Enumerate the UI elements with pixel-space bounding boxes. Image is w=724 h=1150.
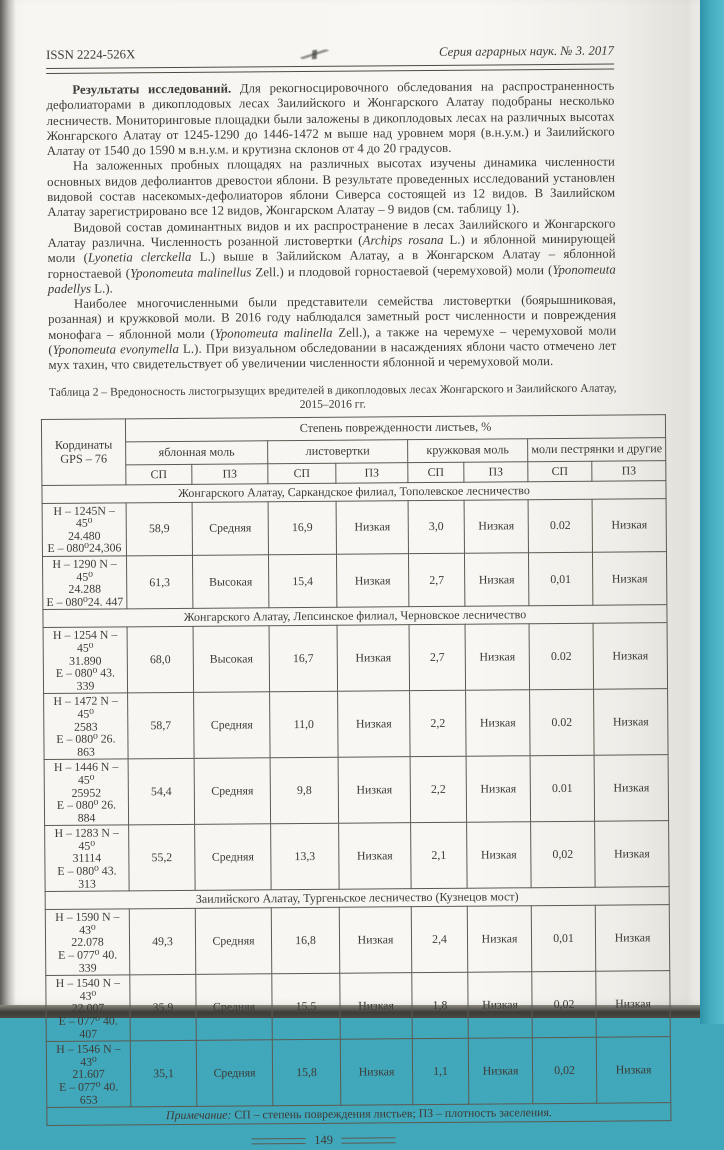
table-caption: [49, 381, 617, 413]
gps-coord-line-2: 22.007: [71, 1000, 105, 1016]
paragraph-text: На заложенных пробных площадях на различных высотах изучены динамика численности основных видов дефолиантов древостои яблони. В результате проведенных исследований установлен видовой состав насекомых-дефолиаторов яблони Сиверса состоящей из 12 видов. В Заилийском Алатау зарегистрировано все 12 видов, Жонгарском Алатау – 9 видов (см. таблицу 1).: [46, 155, 616, 220]
paragraph-text: Для рекогносцировочного обследования на распространенность дефолиаторами в дикоплодовых лесах Заилийского и Жонгарского Алатау подобраны несколько лесничеств. Мониторинговые площадки были заложены в дикоплодовых лесах на различных высотах Жонгарского Алатау от 1245-1290 до 1446-1472 м выше над уровнем моря (в.н.у.м.) и Заилийского Алатау от 1540 до 1590 м в.н.у.м. и крутизна склонов от 4 до 20 градусов.: [46, 78, 615, 159]
value-cell: 0,02: [532, 1037, 597, 1103]
value-cell: Низкая: [339, 823, 412, 890]
value-cell: Низкая: [336, 554, 408, 608]
value-cell: Средняя: [196, 974, 273, 1041]
gps-coord-line-2: 25952: [71, 785, 102, 800]
paragraph-text: Видовой состав доминантных видов и их распространение в лесах Заилийского и Жонгарского Алатау различна. Численность розанной листовертки (: [47, 216, 616, 250]
page-number: 149: [314, 1132, 334, 1148]
gps-coord-line-3: E – 077⁰ 40. 339: [58, 947, 118, 975]
page-content: [46, 43, 663, 1150]
value-cell: Низкая: [338, 757, 411, 824]
gps-coord-line-3: E – 080⁰ 26. 863: [56, 731, 116, 759]
species-latin-name: Yponomeuta evonymella: [52, 342, 179, 358]
value-cell: 11,0: [270, 692, 339, 759]
gps-coord-line-2: 31.890: [69, 653, 102, 668]
gps-coord-line-3: E – 077⁰ 40. 653: [59, 1079, 119, 1107]
gps-coord-line-3: E – 080⁰24. 447: [46, 594, 124, 609]
gps-coord-line-3: E – 077⁰ 40. 407: [58, 1013, 118, 1041]
value-cell: Низкая: [465, 624, 530, 690]
gps-coord-line-1: H – 1283 N – 45⁰: [54, 825, 119, 853]
value-cell: 1,8: [412, 972, 469, 1038]
gps-coords-cell: [43, 627, 128, 694]
metric-header-cell: ПЗ: [192, 463, 268, 484]
paragraph-text: Zell.) и плодовой горностаевой (черемуховой) моли (: [251, 262, 553, 279]
value-cell: 49,3: [129, 909, 196, 975]
value-cell: Низкая: [595, 905, 670, 972]
value-cell: 0.02: [528, 499, 592, 553]
gps-coords-cell: [44, 759, 129, 826]
metric-header-cell: ПЗ: [592, 460, 666, 481]
value-cell: 2,7: [408, 553, 464, 607]
book-cover-edge: [700, 0, 724, 1024]
gps-coords-cell: [46, 975, 131, 1042]
paragraph-lead: Результаты исследований.: [72, 81, 232, 97]
section-title-cell: Заилийского Алатау, Тургеньское лесничество (Кузнецов мост): [45, 887, 669, 910]
value-cell: Низкая: [594, 755, 669, 822]
value-cell: 0,01: [528, 552, 592, 606]
book-spine-shadow: [0, 0, 16, 1013]
paragraph-text: L.) выше в Зайлийском Алатау, а в Жонгарском Алатау – яблонной горностаевой (: [47, 246, 616, 281]
species-latin-name: Archips rosana: [362, 232, 444, 248]
gps-coord-line-3: E – 080⁰ 43. 313: [57, 863, 117, 891]
gps-coord-line-2: 21.607: [72, 1066, 105, 1082]
gps-coords-cell: [45, 909, 130, 976]
value-cell: Средняя: [194, 758, 271, 825]
value-cell: 15,4: [268, 554, 336, 608]
paragraph-text: L.).: [90, 281, 113, 296]
paragraph-plots: [47, 155, 615, 221]
value-cell: 2,2: [410, 691, 467, 757]
table-row: [44, 755, 669, 826]
value-cell: 2,7: [409, 625, 466, 691]
gps-coord-line-3: E – 080⁰24,306: [47, 540, 122, 556]
metric-header-cell: ПЗ: [464, 461, 528, 482]
coords-header-cell: [41, 419, 126, 486]
value-cell: Низкая: [467, 906, 532, 972]
value-cell: Низкая: [339, 907, 412, 974]
metric-header-cell: СП: [528, 461, 592, 482]
gps-coords-cell: [44, 693, 129, 760]
value-cell: 2,2: [410, 757, 467, 823]
value-cell: Низкая: [338, 691, 411, 758]
value-cell: Средняя: [194, 692, 271, 759]
value-cell: 35,1: [130, 1041, 197, 1107]
table-note-row: [47, 1103, 671, 1126]
value-cell: Низкая: [592, 498, 667, 552]
gps-coord-line-1: H – 1546 N – 43⁰: [56, 1041, 121, 1069]
value-cell: Средняя: [195, 824, 272, 891]
value-cell: Низкая: [336, 500, 408, 554]
value-cell: Низкая: [468, 1038, 533, 1104]
coords-header-line-1: Кординаты: [54, 437, 113, 453]
value-cell: 13,3: [271, 824, 340, 891]
value-cell: Низкая: [337, 625, 410, 692]
value-cell: Низкая: [466, 690, 531, 756]
gps-coord-line-2: 2583: [73, 719, 98, 734]
gps-coord-line-1: H – 1254 N – 45⁰: [52, 627, 118, 655]
species-latin-name: Yponomeuta malinellus: [130, 264, 252, 280]
value-cell: Низкая: [596, 971, 671, 1038]
section-title-cell: Жонгарского Алатау, Лепсинское филиал, Черновское лесничество: [43, 605, 667, 628]
table-row: [46, 1037, 671, 1108]
value-cell: Низкая: [595, 821, 670, 888]
table-row: [44, 689, 669, 760]
value-cell: 16,7: [269, 626, 338, 693]
gps-coord-line-1: H – 1590 N – 43⁰: [55, 909, 120, 937]
paragraph-text: Zell.), а также на черемухе – черемуховой моли (: [48, 323, 617, 358]
value-cell: Средняя: [192, 501, 268, 555]
value-cell: Низкая: [340, 1039, 413, 1106]
value-cell: 0,02: [532, 971, 597, 1037]
article-body: [46, 79, 616, 374]
pest-table: [41, 414, 672, 1126]
table-caption-line2: 2015–2016 гг.: [299, 397, 366, 411]
gps-coord-line-3: E – 080⁰ 26. 884: [56, 797, 117, 825]
header-rule: [46, 64, 614, 74]
paragraph-abundance: [48, 293, 617, 374]
table-row: [42, 552, 667, 610]
value-cell: Низкая: [594, 689, 669, 756]
value-cell: Низкая: [467, 822, 532, 888]
species-latin-name: Yponomeuta padellys: [47, 262, 616, 296]
page-footer: [25, 1131, 623, 1150]
footer-ornament-right: [342, 1137, 396, 1143]
metric-header-cell: СП: [268, 463, 336, 484]
table-row: [43, 623, 668, 694]
value-cell: Низкая: [593, 623, 668, 690]
value-cell: Низкая: [596, 1037, 671, 1104]
value-cell: 2,4: [411, 906, 468, 972]
metric-header-cell: СП: [408, 462, 464, 482]
value-cell: Низкая: [466, 756, 531, 822]
value-cell: 15,8: [272, 1039, 341, 1106]
gps-coord-line-1: H – 1540 N – 43⁰: [55, 975, 121, 1003]
value-cell: Высокая: [192, 555, 268, 609]
table-row: [42, 498, 667, 556]
table-row: [45, 821, 670, 892]
gps-coord-line-1: H – 1290 N – 45⁰: [52, 556, 117, 584]
value-cell: Средняя: [196, 1040, 273, 1107]
value-cell: 1,1: [412, 1038, 469, 1104]
gps-coord-line-1: H – 1245N – 45⁰: [53, 503, 115, 531]
value-cell: 55,2: [129, 825, 196, 891]
gps-coord-line-2: 22.078: [71, 935, 104, 950]
pest-group-header-cell: листовертки: [268, 439, 408, 463]
species-latin-name: Yponomeuta malinella: [214, 325, 333, 341]
gps-coords-cell: [42, 503, 126, 557]
footer-ornament-left: [251, 1138, 305, 1144]
paragraph-text: L.). При визуальном обследовании в насаждениях яблони часто отмечено лет мух тахин, что свидетельствует об увеличении численности яблонной и черемуховой моли.: [48, 338, 617, 373]
gps-coord-line-2: 31114: [72, 851, 102, 866]
coords-header-line-2: GPS – 76: [60, 451, 108, 467]
value-cell: Низкая: [464, 553, 528, 607]
value-cell: 9,8: [270, 758, 339, 825]
paragraph-results: [46, 79, 615, 160]
journal-title: Серия аграрных наук. № 3. 2017: [438, 43, 615, 59]
note-label: Примечание:: [165, 1107, 232, 1123]
gps-coords-cell: [42, 556, 126, 610]
pest-group-header-cell: яблонная моль: [126, 440, 268, 464]
table-row: [45, 905, 670, 976]
value-cell: 0.01: [530, 756, 595, 822]
gps-coord-line-3: E – 080⁰ 43. 339: [55, 665, 116, 693]
value-cell: 68,0: [127, 627, 194, 693]
table-caption-line1: Таблица 2 – Вредоносность листогрызущих вредителей в дикоплодовых лесах Жонгарского и Заилийского Алатау,: [48, 381, 617, 399]
metric-header-cell: ПЗ: [336, 462, 408, 483]
value-cell: 15,5: [272, 973, 341, 1040]
damage-degree-header-cell: Степень поврежденности листьев, %: [125, 414, 665, 441]
value-cell: 3,0: [408, 500, 464, 554]
gps-coords-cell: [46, 1041, 131, 1108]
value-cell: 0.02: [529, 624, 594, 690]
gps-coords-cell: [45, 825, 130, 892]
value-cell: Низкая: [340, 973, 413, 1040]
gps-coord-line-1: H – 1446 N – 45⁰: [53, 759, 119, 787]
value-cell: Низкая: [464, 499, 528, 553]
value-cell: Средняя: [195, 908, 272, 975]
note-text: СП – степень повреждения листьев; ПЗ – плотность заселения.: [231, 1105, 552, 1122]
value-cell: Низкая: [468, 972, 533, 1038]
gps-coord-line-1: H – 1472 N – 45⁰: [53, 693, 118, 721]
gps-coord-line-2: 24.288: [68, 581, 102, 597]
page-header: [46, 44, 614, 63]
paragraph-species-composition: [47, 216, 616, 297]
value-cell: 61,3: [126, 555, 192, 609]
value-cell: 35,9: [130, 975, 197, 1041]
value-cell: 16,9: [268, 501, 336, 555]
value-cell: 58,9: [126, 502, 192, 556]
pest-group-header-cell: кружковая моль: [408, 438, 528, 462]
value-cell: 0,01: [531, 905, 596, 971]
value-cell: 58,7: [128, 693, 195, 759]
pest-group-header-cell: моли пестрянки и другие: [528, 437, 666, 461]
table-row: [46, 971, 671, 1042]
pest-table-body: [41, 414, 671, 1125]
value-cell: 54,4: [128, 759, 195, 825]
paragraph-text: L.) и яблонной минирующей моли (: [47, 231, 616, 266]
gps-coord-line-2: 24.480: [68, 528, 101, 543]
value-cell: 16,8: [271, 907, 340, 974]
paragraph-text: Наиболее многочисленными были представители семейства листовертки (боярышниковая, розанная) и кружковой моли. В 2016 году наблюдался заметный рост численности и повреждения монофага – яблонной моли (: [48, 292, 617, 342]
issn-label: ISSN 2224-526X: [46, 47, 136, 62]
value-cell: Высокая: [193, 626, 270, 693]
species-latin-name: Lyonetia clerckella: [87, 250, 192, 265]
value-cell: Низкая: [592, 552, 667, 606]
value-cell: 2,1: [411, 823, 468, 889]
section-title-cell: Жонгарского Алатау, Саркандское филиал, Тополевское лесничество: [42, 480, 666, 503]
metric-header-cell: СП: [126, 464, 192, 485]
value-cell: 0,02: [531, 822, 596, 888]
value-cell: 0.02: [530, 690, 595, 756]
table-note-cell: [47, 1103, 671, 1126]
